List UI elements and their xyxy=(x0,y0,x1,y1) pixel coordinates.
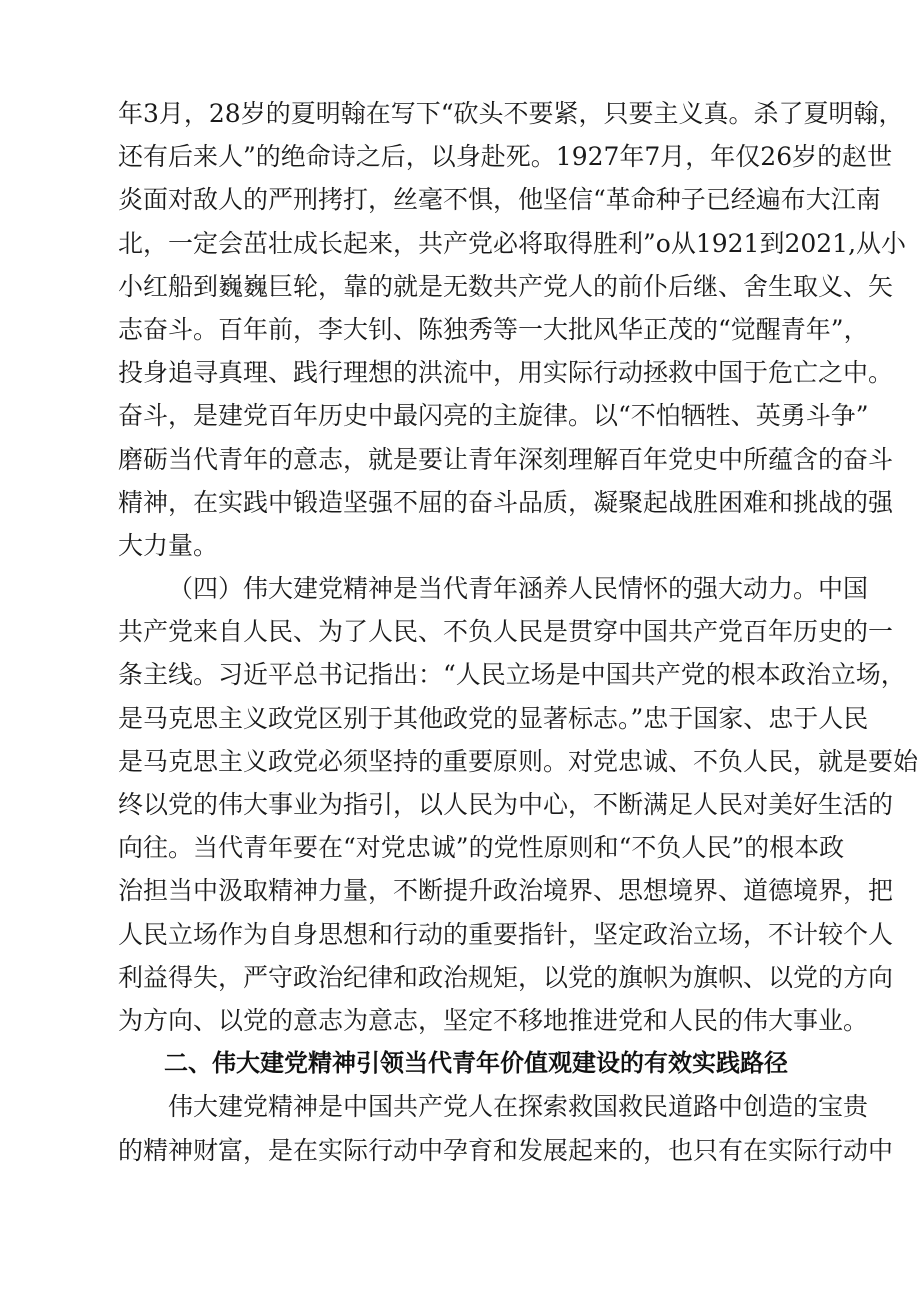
text-line: 大力量。 xyxy=(118,530,219,560)
text-line: 小红船到巍巍巨轮，靠的就是无数共产党人的前仆后继、舍生取义、矢 xyxy=(118,271,894,301)
section-heading: 二、伟大建党精神引领当代青年价值观建设的有效实践路径 xyxy=(164,1049,788,1078)
paragraph-struggle-spirit xyxy=(118,92,907,567)
text-line: 是马克思主义政党区别于其他政党的显著标志。”忠于国家、忠于人民 xyxy=(118,703,869,733)
text-line: 还有后来人”的绝命诗之后，以身赴死。1927年7月，年仅26岁的赵世 xyxy=(118,142,893,172)
text-line: 磨砺当代青年的意志，就是要让青年深刻理解百年党史中所蕴含的奋斗 xyxy=(118,444,894,474)
document-body xyxy=(118,92,919,1172)
text-line: 共产党来自人民、为了人民、不负人民是贯穿中国共产党百年历史的一 xyxy=(118,617,894,647)
text-line: 条主线。习近平总书记指出：“人民立场是中国共产党的根本政治立场， xyxy=(118,660,906,690)
text-line: （四）伟大建党精神是当代青年涵养人民情怀的强大动力。中国 xyxy=(168,574,869,604)
text-line: 奋斗，是建党百年历史中最闪亮的主旋律。以“不怕牺牲、英勇斗争” xyxy=(118,401,869,431)
text-line: 志奋斗。百年前，李大钊、陈独秀等一大批风华正茂的“觉醒青年”， xyxy=(118,314,869,344)
text-line: 为方向、以党的意志为意志，坚定不移地推进党和人民的伟大事业。 xyxy=(118,1005,869,1035)
text-line: 是马克思主义政党必须坚持的重要原则。对党忠诚、不负人民，就是要始 xyxy=(118,746,919,776)
text-line: 的精神财富，是在实际行动中孕育和发展起来的，也只有在实际行动中 xyxy=(118,1135,894,1165)
text-line: 精神，在实践中锻造坚强不屈的奋斗品质，凝聚起战胜困难和挑战的强 xyxy=(118,487,894,517)
text-line: 伟大建党精神是中国共产党人在探索救国救民道路中创造的宝贵 xyxy=(168,1092,869,1122)
text-line: 年3月，28岁的夏明翰在写下“砍头不要紧，只要主义真。杀了夏明翰， xyxy=(118,99,904,128)
text-line: 人民立场作为自身思想和行动的重要指针，坚定政治立场，不计较个人 xyxy=(118,919,894,949)
text-line: 北，一定会茁壮成长起来，共产党必将取得胜利”o从1921到2021,从小 xyxy=(118,228,907,258)
text-line: 终以党的伟大事业为指引，以人民为中心，不断满足人民对美好生活的 xyxy=(118,790,894,819)
text-line: 投身追寻真理、践行理想的洪流中，用实际行动拯救中国于危亡之中。 xyxy=(118,358,894,388)
text-line: 利益得失，严守政治纪律和政治规矩，以党的旗帜为旗帜、以党的方向 xyxy=(118,962,894,992)
text-line: 向往。当代青年要在“对党忠诚”的党性原则和“不负人民”的根本政 xyxy=(118,833,845,863)
text-line: 炎面对敌人的严刑拷打，丝毫不惧，他坚信“革命种子已经遍布大江南 xyxy=(118,185,881,215)
paragraph-practice-path xyxy=(118,1085,894,1171)
text-line: 治担当中汲取精神力量，不断提升政治境界、思想境界、道德境界，把 xyxy=(118,876,894,906)
paragraph-people-sentiment xyxy=(118,567,919,1042)
